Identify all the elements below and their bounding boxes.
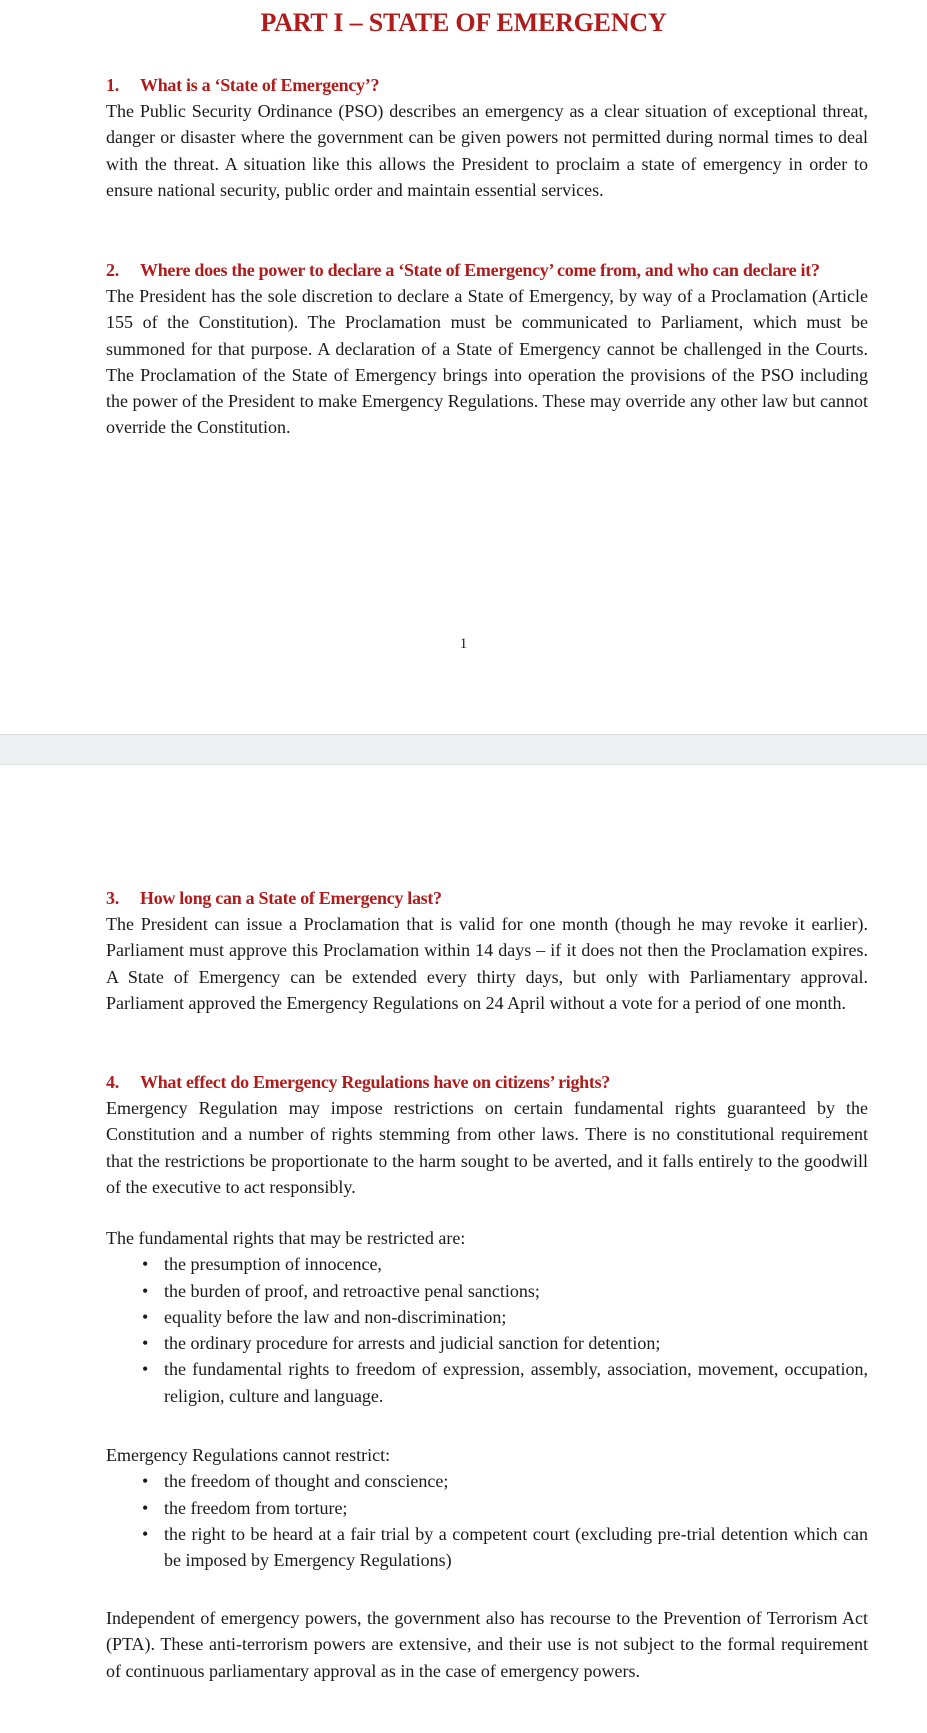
bullet-icon: •: [142, 1306, 149, 1327]
answer-paragraph-3: The President can issue a Proclamation that is valid for one month (though he may revoke it earlier). Parliament must approve this Proclamation within 14 days – if it does not then the Proclamation expires. A State of Emergency can be extended every thirty days, but only with Parliamentary approval. Parliament approved the Emergency Regulations on 24 April without a vote for a period of one month.: [106, 914, 868, 1013]
closing-paragraph: Independent of emergency powers, the government also has recourse to the Prevention of Terrorism Act (PTA). These anti-terrorism powers are extensive, and their use is not subject to the formal requirement of continuous parliamentary approval as in the case of emergency powers.: [106, 1608, 868, 1681]
question-number: 2.: [106, 260, 119, 280]
list-item: • equality before the law and non-discrimination;: [106, 1304, 868, 1330]
section-q2: [106, 257, 868, 441]
answer-paragraph-4: Emergency Regulation may impose restrictions on certain fundamental rights guaranteed by the Constitution and a number of rights stemming from other laws. There is no constitutional requirement that the restrictions be proportionate to the harm sought to be averted, and it falls entirely to the goodwill of the executive to act responsibly.: [106, 1098, 868, 1197]
list-item: • the presumption of innocence,: [106, 1251, 868, 1277]
document-page-1: [0, 0, 927, 734]
bullet-icon: •: [142, 1280, 149, 1301]
restricted-rights-lead: The fundamental rights that may be restricted are:: [106, 1228, 466, 1248]
bullet-icon: •: [142, 1471, 149, 1492]
question-heading-1: [106, 72, 868, 98]
list-item: • the freedom of thought and conscience;: [106, 1468, 868, 1494]
answer-paragraph-1: The Public Security Ordinance (PSO) describes an emergency as a clear situation of exceptional threat, danger or disaster where the government can be given powers not permitted during normal times to deal with the threat. A situation like this allows the President to proclaim a state of emergency in order to ensure national security, public order and maintain essential services.: [106, 101, 868, 200]
page-separator: [0, 734, 927, 765]
list-item: • the freedom from torture;: [106, 1495, 868, 1521]
section-q1: [106, 72, 868, 203]
document-page-2: [0, 765, 927, 1733]
list-item: • the ordinary procedure for arrests and judicial sanction for detention;: [106, 1330, 868, 1356]
question-text: What effect do Emergency Regulations have on citizens’ rights?: [140, 1072, 610, 1092]
bullet-icon: •: [142, 1254, 149, 1275]
restricted-rights-section: [106, 1225, 868, 1409]
unrestricted-rights-section: [106, 1442, 868, 1573]
question-number: 1.: [106, 75, 119, 95]
question-text: How long can a State of Emergency last?: [140, 888, 442, 908]
restricted-rights-list: [106, 1251, 868, 1409]
question-heading-3: [106, 885, 868, 911]
answer-paragraph-2: The President has the sole discretion to declare a State of Emergency, by way of a Proclamation (Article 155 of the Constitution). The Proclamation must be communicated to Parliament, which must be summoned for that purpose. A declaration of a State of Emergency cannot be challenged in the Courts. The Proclamation of the State of Emergency brings into operation the provisions of the PSO including the power of the President to make Emergency Regulations. These may override any other law but cannot override the Constitution.: [106, 286, 868, 438]
question-text: Where does the power to declare a ‘State of Emergency’ come from, and who can declare it?: [140, 260, 820, 280]
closing-section: [106, 1605, 868, 1684]
list-item: • the burden of proof, and retroactive penal sanctions;: [106, 1278, 868, 1304]
list-item: • the right to be heard at a fair trial by a competent court (excluding pre-trial detention which can be imposed by Emergency Regulations): [106, 1521, 868, 1574]
question-number: 3.: [106, 888, 119, 908]
bullet-icon: •: [142, 1497, 149, 1518]
bullet-icon: •: [142, 1523, 149, 1544]
question-number: 4.: [106, 1072, 119, 1092]
list-item: • the fundamental rights to freedom of expression, assembly, association, movement, occupation, religion, culture and language.: [106, 1356, 868, 1409]
question-heading-2: [106, 257, 868, 283]
question-text: What is a ‘State of Emergency’?: [140, 75, 380, 95]
section-q3: [106, 885, 868, 1016]
unrestricted-rights-lead: Emergency Regulations cannot restrict:: [106, 1445, 391, 1465]
page-number: 1: [459, 636, 468, 652]
unrestricted-rights-list: [106, 1468, 868, 1573]
section-q4: [106, 1069, 868, 1200]
bullet-icon: •: [142, 1333, 149, 1354]
question-heading-4: [106, 1069, 868, 1095]
bullet-icon: •: [142, 1359, 149, 1380]
page-title: PART I – STATE OF EMERGENCY: [260, 8, 667, 37]
